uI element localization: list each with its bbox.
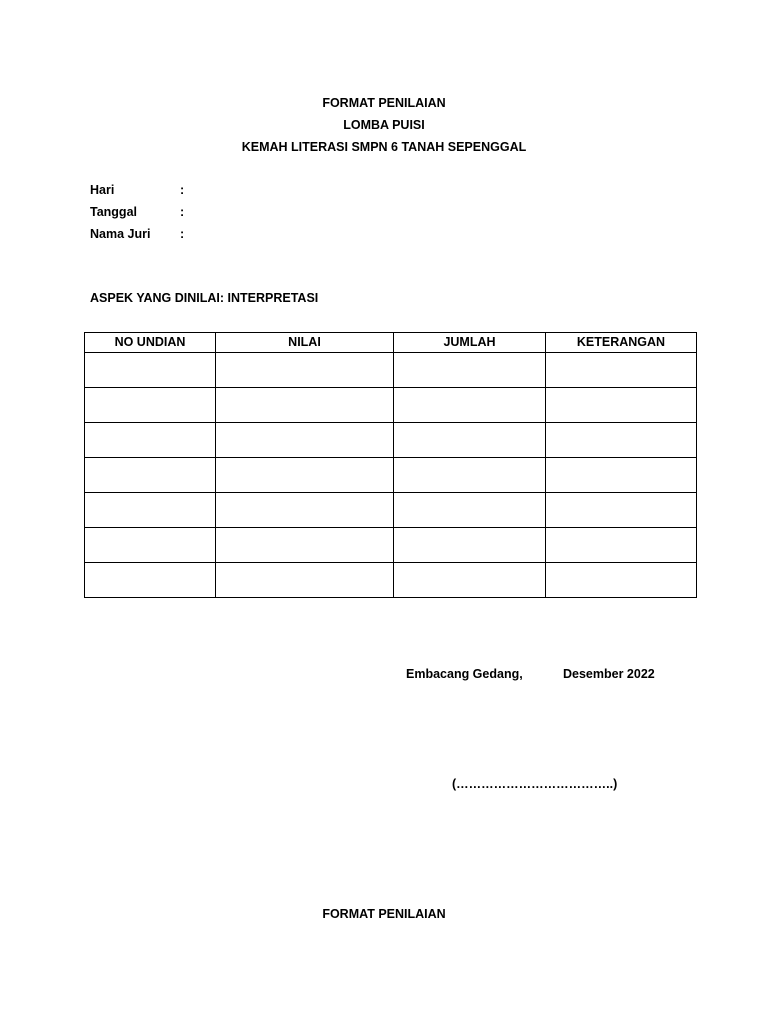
field-tanggal bbox=[90, 204, 184, 220]
table-cell[interactable] bbox=[394, 423, 546, 458]
table-header-row bbox=[85, 333, 697, 353]
table-cell[interactable] bbox=[546, 458, 697, 493]
field-label: Tanggal bbox=[90, 205, 137, 219]
table-row bbox=[85, 458, 697, 493]
table-cell[interactable] bbox=[216, 458, 394, 493]
score-table bbox=[84, 332, 697, 598]
table-cell[interactable] bbox=[546, 528, 697, 563]
table-cell[interactable] bbox=[546, 493, 697, 528]
table-cell[interactable] bbox=[546, 353, 697, 388]
field-label: Nama Juri bbox=[90, 227, 151, 241]
table-cell[interactable] bbox=[85, 528, 216, 563]
table-cell[interactable] bbox=[394, 458, 546, 493]
column-header-no-undian: NO UNDIAN bbox=[85, 333, 216, 353]
field-label: Hari bbox=[90, 183, 115, 197]
table-cell[interactable] bbox=[85, 388, 216, 423]
form-title: FORMAT PENILAIAN bbox=[322, 96, 446, 110]
table-cell[interactable] bbox=[85, 423, 216, 458]
table-cell[interactable] bbox=[216, 493, 394, 528]
table-cell[interactable] bbox=[85, 458, 216, 493]
table-cell[interactable] bbox=[394, 563, 546, 598]
signature-placeholder: (………………………………..) bbox=[452, 777, 618, 791]
field-hari bbox=[90, 182, 184, 198]
column-header-nilai: NILAI bbox=[216, 333, 394, 353]
field-colon: : bbox=[180, 183, 185, 197]
table-cell[interactable] bbox=[546, 388, 697, 423]
table-cell[interactable] bbox=[546, 563, 697, 598]
next-page-title: FORMAT PENILAIAN bbox=[322, 907, 446, 921]
table-row bbox=[85, 423, 697, 458]
table-cell[interactable] bbox=[394, 493, 546, 528]
field-colon: : bbox=[180, 205, 185, 219]
column-header-jumlah: JUMLAH bbox=[394, 333, 546, 353]
table-cell[interactable] bbox=[85, 563, 216, 598]
table-cell[interactable] bbox=[85, 493, 216, 528]
table-cell[interactable] bbox=[394, 528, 546, 563]
table-cell[interactable] bbox=[216, 388, 394, 423]
table-row bbox=[85, 528, 697, 563]
table-cell[interactable] bbox=[216, 423, 394, 458]
table-cell[interactable] bbox=[216, 563, 394, 598]
table-cell[interactable] bbox=[216, 528, 394, 563]
table-row bbox=[85, 388, 697, 423]
table-row bbox=[85, 563, 697, 598]
assessment-aspect: ASPEK YANG DINILAI: INTERPRETASI bbox=[90, 291, 319, 305]
signing-date: Desember 2022 bbox=[563, 667, 655, 681]
field-colon: : bbox=[180, 227, 185, 241]
signing-place: Embacang Gedang, bbox=[406, 667, 523, 681]
table-row bbox=[85, 493, 697, 528]
field-nama-juri bbox=[90, 226, 184, 242]
event-name: KEMAH LITERASI SMPN 6 TANAH SEPENGGAL bbox=[241, 140, 527, 154]
column-header-keterangan: KETERANGAN bbox=[546, 333, 697, 353]
table-row bbox=[85, 353, 697, 388]
table-cell[interactable] bbox=[216, 353, 394, 388]
competition-name: LOMBA PUISI bbox=[343, 118, 425, 132]
table-cell[interactable] bbox=[394, 388, 546, 423]
table-cell[interactable] bbox=[85, 353, 216, 388]
table-cell[interactable] bbox=[546, 423, 697, 458]
table-cell[interactable] bbox=[394, 353, 546, 388]
